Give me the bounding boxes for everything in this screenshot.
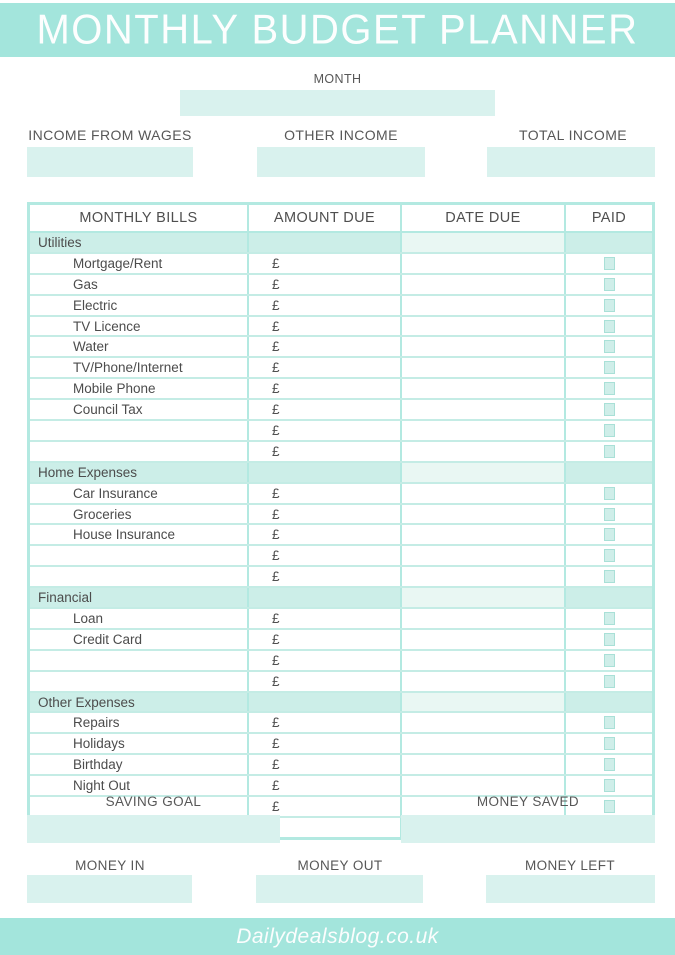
currency-symbol: £ — [272, 631, 280, 647]
currency-symbol: £ — [272, 736, 280, 752]
currency-symbol: £ — [272, 798, 280, 814]
money-out-label: MONEY OUT — [297, 858, 383, 873]
date-cell[interactable] — [400, 567, 564, 586]
section-amount-cell — [247, 588, 400, 607]
bill-name-cell: Water — [73, 339, 109, 355]
bill-name-cell: Mortgage/Rent — [73, 255, 163, 271]
currency-symbol: £ — [272, 422, 280, 438]
bill-name-cell: Night Out — [73, 778, 131, 794]
currency-symbol: £ — [272, 402, 280, 418]
paid-cell — [564, 776, 652, 795]
bill-name-cell: TV Licence — [73, 318, 141, 334]
amount-cell[interactable] — [247, 484, 400, 503]
money-saved-label: MONEY SAVED — [476, 794, 580, 809]
paid-cell — [564, 672, 652, 691]
currency-symbol: £ — [272, 673, 280, 689]
paid-checkbox[interactable] — [604, 737, 615, 750]
bill-name-cell — [30, 651, 247, 670]
date-cell[interactable] — [400, 400, 564, 419]
paid-cell — [564, 400, 652, 419]
bill-name-cell — [30, 546, 247, 565]
bill-row — [30, 337, 652, 358]
amount-cell[interactable] — [247, 797, 400, 816]
footer-band — [0, 918, 675, 955]
paid-checkbox[interactable] — [604, 612, 615, 625]
amount-cell[interactable] — [247, 546, 400, 565]
section-amount-cell — [247, 233, 400, 252]
amount-cell[interactable] — [247, 651, 400, 670]
date-cell[interactable] — [400, 254, 564, 273]
date-cell[interactable] — [400, 442, 564, 461]
date-cell[interactable] — [400, 275, 564, 294]
paid-cell — [564, 546, 652, 565]
amount-cell[interactable] — [247, 296, 400, 315]
amount-cell[interactable] — [247, 337, 400, 356]
paid-cell — [564, 651, 652, 670]
section-paid-cell — [564, 463, 652, 482]
section-row — [30, 693, 652, 714]
header-monthly-bills: MONTHLY BILLS — [79, 210, 198, 226]
income-from-wages-input[interactable] — [27, 147, 193, 177]
currency-symbol: £ — [272, 381, 280, 397]
money-in-label: MONEY IN — [75, 858, 145, 873]
amount-cell[interactable] — [247, 630, 400, 649]
amount-cell[interactable] — [247, 734, 400, 753]
amount-cell[interactable] — [247, 776, 400, 795]
paid-cell — [564, 609, 652, 628]
paid-cell — [564, 337, 652, 356]
bill-name-cell: Gas — [73, 276, 98, 292]
bill-row — [30, 505, 652, 526]
bill-name-cell: Loan — [73, 610, 104, 626]
date-cell[interactable] — [400, 337, 564, 356]
amount-cell[interactable] — [247, 672, 400, 691]
section-amount-cell — [247, 463, 400, 482]
section-paid-cell — [564, 588, 652, 607]
saving-goal-label: SAVING GOAL — [105, 794, 202, 809]
paid-checkbox[interactable] — [604, 320, 615, 333]
money-saved-input[interactable] — [401, 815, 655, 843]
paid-checkbox[interactable] — [604, 382, 615, 395]
other-income-label: OTHER INCOME — [284, 127, 398, 143]
bill-name-cell: Repairs — [73, 715, 120, 731]
date-cell[interactable] — [400, 672, 564, 691]
currency-symbol: £ — [272, 443, 280, 459]
bill-name-cell: Birthday — [73, 757, 123, 773]
bill-row — [30, 651, 652, 672]
amount-cell[interactable] — [247, 358, 400, 377]
currency-symbol: £ — [272, 757, 280, 773]
bill-name-cell: Mobile Phone — [73, 381, 156, 397]
paid-cell — [564, 442, 652, 461]
paid-cell — [564, 734, 652, 753]
paid-checkbox[interactable] — [604, 633, 615, 646]
paid-checkbox[interactable] — [604, 299, 615, 312]
total-income-input[interactable] — [487, 147, 655, 177]
paid-cell — [564, 713, 652, 732]
bill-name-cell: Council Tax — [73, 402, 143, 418]
section-name-cell: Utilities — [30, 233, 247, 252]
date-cell[interactable] — [400, 484, 564, 503]
bill-row — [30, 275, 652, 296]
currency-symbol: £ — [272, 360, 280, 376]
bill-row — [30, 421, 652, 442]
money-in-input[interactable] — [27, 875, 192, 903]
bill-row — [30, 567, 652, 588]
paid-cell — [564, 275, 652, 294]
header-date-due: DATE DUE — [400, 205, 564, 231]
header-paid: PAID — [564, 205, 652, 231]
paid-cell — [564, 254, 652, 273]
bill-name-cell — [30, 442, 247, 461]
amount-cell[interactable] — [247, 254, 400, 273]
currency-symbol: £ — [272, 548, 280, 564]
section-date-cell — [400, 233, 564, 252]
paid-checkbox[interactable] — [604, 716, 615, 729]
currency-symbol: £ — [272, 318, 280, 334]
section-name-cell: Other Expenses — [30, 693, 247, 712]
currency-symbol: £ — [272, 276, 280, 292]
bills-table-body — [30, 233, 652, 837]
paid-checkbox[interactable] — [604, 779, 615, 792]
paid-checkbox[interactable] — [604, 278, 615, 291]
paid-checkbox[interactable] — [604, 654, 615, 667]
bill-row — [30, 317, 652, 338]
section-name-cell: Financial — [30, 588, 247, 607]
bill-name-cell: Groceries — [73, 506, 132, 522]
title-band — [0, 3, 675, 57]
amount-cell[interactable] — [247, 442, 400, 461]
bill-name-cell: TV/Phone/Internet — [73, 360, 183, 376]
bill-row — [30, 400, 652, 421]
date-cell[interactable] — [400, 505, 564, 524]
saving-goal-input[interactable] — [27, 815, 280, 843]
bill-row — [30, 358, 652, 379]
paid-checkbox[interactable] — [604, 361, 615, 374]
section-row — [30, 588, 652, 609]
section-date-cell — [400, 693, 564, 712]
bill-name-cell — [30, 672, 247, 691]
bill-row — [30, 525, 652, 546]
currency-symbol: £ — [272, 778, 280, 794]
bill-name-cell: Holidays — [73, 736, 125, 752]
section-paid-cell — [564, 693, 652, 712]
currency-symbol: £ — [272, 485, 280, 501]
bill-row — [30, 672, 652, 693]
paid-cell — [564, 379, 652, 398]
money-left-label: MONEY LEFT — [524, 858, 616, 873]
date-cell[interactable] — [400, 421, 564, 440]
section-row — [30, 233, 652, 254]
paid-checkbox[interactable] — [604, 528, 615, 541]
section-amount-cell — [247, 693, 400, 712]
paid-cell — [564, 755, 652, 774]
month-label: MONTH — [313, 72, 362, 86]
date-cell[interactable] — [400, 734, 564, 753]
amount-cell[interactable] — [247, 567, 400, 586]
date-cell[interactable] — [400, 358, 564, 377]
bill-row — [30, 755, 652, 776]
bill-name-cell: Credit Card — [73, 631, 143, 647]
date-cell[interactable] — [400, 651, 564, 670]
amount-cell[interactable] — [247, 379, 400, 398]
date-cell[interactable] — [400, 609, 564, 628]
bill-name-cell — [30, 567, 247, 586]
date-cell[interactable] — [400, 630, 564, 649]
bill-row — [30, 254, 652, 275]
currency-symbol: £ — [272, 610, 280, 626]
amount-cell[interactable] — [247, 317, 400, 336]
paid-checkbox[interactable] — [604, 508, 615, 521]
bill-row — [30, 484, 652, 505]
total-income-label: TOTAL INCOME — [519, 127, 627, 143]
header-amount-due: AMOUNT DUE — [247, 205, 400, 231]
paid-cell — [564, 505, 652, 524]
amount-cell[interactable] — [247, 400, 400, 419]
currency-symbol: £ — [272, 297, 280, 313]
footer-site-text: Dailydealsblog.co.uk — [236, 924, 439, 948]
date-cell[interactable] — [400, 317, 564, 336]
section-name-cell: Home Expenses — [30, 463, 247, 482]
paid-checkbox[interactable] — [604, 340, 615, 353]
amount-cell[interactable] — [247, 713, 400, 732]
money-left-input[interactable] — [486, 875, 655, 903]
amount-cell[interactable] — [247, 609, 400, 628]
currency-symbol: £ — [272, 255, 280, 271]
currency-symbol: £ — [272, 339, 280, 355]
section-date-cell — [400, 588, 564, 607]
amount-cell[interactable] — [247, 421, 400, 440]
date-cell[interactable] — [400, 546, 564, 565]
paid-cell — [564, 317, 652, 336]
paid-checkbox[interactable] — [604, 257, 615, 270]
bill-name-cell — [30, 421, 247, 440]
paid-checkbox[interactable] — [604, 445, 615, 458]
paid-checkbox[interactable] — [604, 487, 615, 500]
section-date-cell — [400, 463, 564, 482]
paid-checkbox[interactable] — [604, 570, 615, 583]
bill-row — [30, 546, 652, 567]
bill-row — [30, 734, 652, 755]
paid-checkbox[interactable] — [604, 758, 615, 771]
paid-checkbox[interactable] — [604, 549, 615, 562]
paid-checkbox[interactable] — [604, 424, 615, 437]
bill-name-cell: House Insurance — [73, 527, 176, 543]
amount-cell[interactable] — [247, 755, 400, 774]
income-from-wages-label: INCOME FROM WAGES — [28, 127, 192, 143]
currency-symbol: £ — [272, 569, 280, 585]
currency-symbol: £ — [272, 506, 280, 522]
paid-cell — [564, 358, 652, 377]
amount-cell[interactable] — [247, 525, 400, 544]
date-cell[interactable] — [400, 713, 564, 732]
currency-symbol: £ — [272, 715, 280, 731]
bill-row — [30, 609, 652, 630]
paid-cell — [564, 567, 652, 586]
bill-row — [30, 630, 652, 651]
date-cell[interactable] — [400, 755, 564, 774]
paid-checkbox[interactable] — [604, 403, 615, 416]
bill-row — [30, 713, 652, 734]
paid-checkbox[interactable] — [604, 675, 615, 688]
paid-cell — [564, 421, 652, 440]
section-paid-cell — [564, 233, 652, 252]
date-cell[interactable] — [400, 776, 564, 795]
paid-cell — [564, 296, 652, 315]
amount-cell[interactable] — [247, 275, 400, 294]
section-row — [30, 463, 652, 484]
currency-symbol: £ — [272, 652, 280, 668]
date-cell[interactable] — [400, 296, 564, 315]
bill-row — [30, 379, 652, 400]
bill-name-cell: Car Insurance — [73, 485, 158, 501]
date-cell[interactable] — [400, 525, 564, 544]
amount-cell[interactable] — [247, 505, 400, 524]
bill-row — [30, 296, 652, 317]
bills-table-header — [30, 205, 652, 233]
bill-row — [30, 442, 652, 463]
page-title: MONTHLY BUDGET PLANNER — [36, 6, 639, 53]
paid-cell — [564, 484, 652, 503]
month-input[interactable] — [180, 90, 495, 116]
paid-cell — [564, 525, 652, 544]
money-out-input[interactable] — [256, 875, 423, 903]
currency-symbol: £ — [272, 527, 280, 543]
paid-cell — [564, 630, 652, 649]
date-cell[interactable] — [400, 379, 564, 398]
bills-table — [27, 202, 655, 840]
other-income-input[interactable] — [257, 147, 425, 177]
bill-name-cell: Electric — [73, 297, 118, 313]
